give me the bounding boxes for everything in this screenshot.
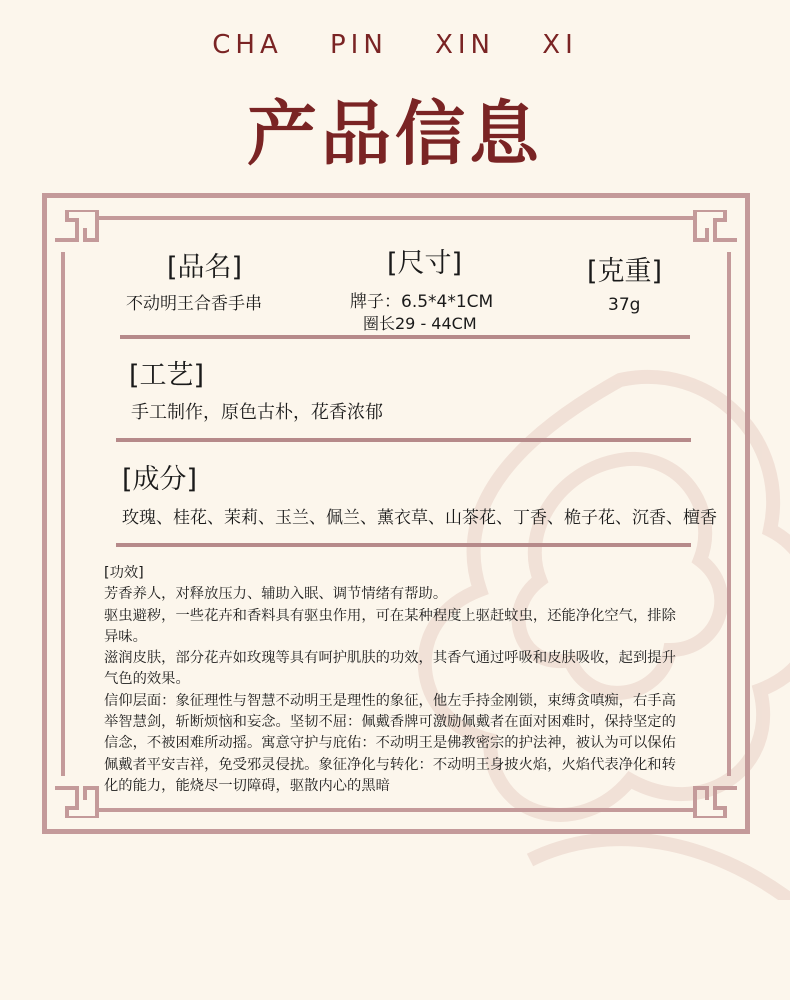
name-value: 不动明王合香手串	[126, 294, 262, 314]
page-title-en: CHA PIN XIN XI	[212, 30, 578, 60]
size-value-circumference: 圈长29 - 44CM	[363, 314, 477, 333]
page-title: 产品信息	[247, 93, 543, 175]
name-label: [品名]	[167, 252, 243, 283]
effects-paragraph: 滋润皮肤，部分花卉如玫瑰等具有呵护肌肤的功效，其香气通过呼吸和皮肤吸收，起到提升气色的效果。	[104, 650, 676, 688]
craft-label: [工艺]	[129, 360, 205, 391]
effects-paragraph: 芳香养人，对释放压力、辅助入眠、调节情绪有帮助。	[104, 586, 448, 603]
size-label: [尺寸]	[387, 248, 463, 279]
ingredients-text: 玫瑰、桂花、茉莉、玉兰、佩兰、薰衣草、山茶花、丁香、桅子花、沉香、檀香	[122, 508, 717, 528]
size-value-plaque: 牌子：6.5*4*1CM	[350, 292, 494, 312]
divider	[120, 335, 690, 339]
divider	[116, 543, 691, 547]
effects-paragraph: 驱虫避秽，一些花卉和香料具有驱虫作用，可在某种程度上驱赶蚊虫，还能净化空气，排除异味。	[104, 607, 676, 645]
effects-section	[104, 563, 684, 797]
ingredients-label: [成分]	[122, 464, 198, 495]
craft-text: 手工制作，原色古朴，花香浓郁	[131, 402, 383, 423]
effects-label: [功效]	[104, 565, 144, 581]
weight-value: 37g	[608, 295, 641, 315]
effects-paragraph: 信仰层面：象征理性与智慧不动明王是理性的象征，他左手持金刚锁，束缚贪嗔痴，右手高举智慧剑，斩断烦恼和妄念。坚韧不屈：佩戴香牌可激励佩戴者在面对困难时，保持坚定的信念，不被困难所动摇。寓意守护与庇佑：不动明王是佛教密宗的护法神，被认为可以保佑佩戴者平安吉祥，免受邪灵侵扰。象征净化与转化：不动明王身披火焰，火焰代表净化和转化的能力，能烧尽一切障碍，驱散内心的黑暗	[104, 692, 676, 794]
weight-label: [克重]	[587, 256, 663, 287]
divider	[116, 438, 691, 442]
